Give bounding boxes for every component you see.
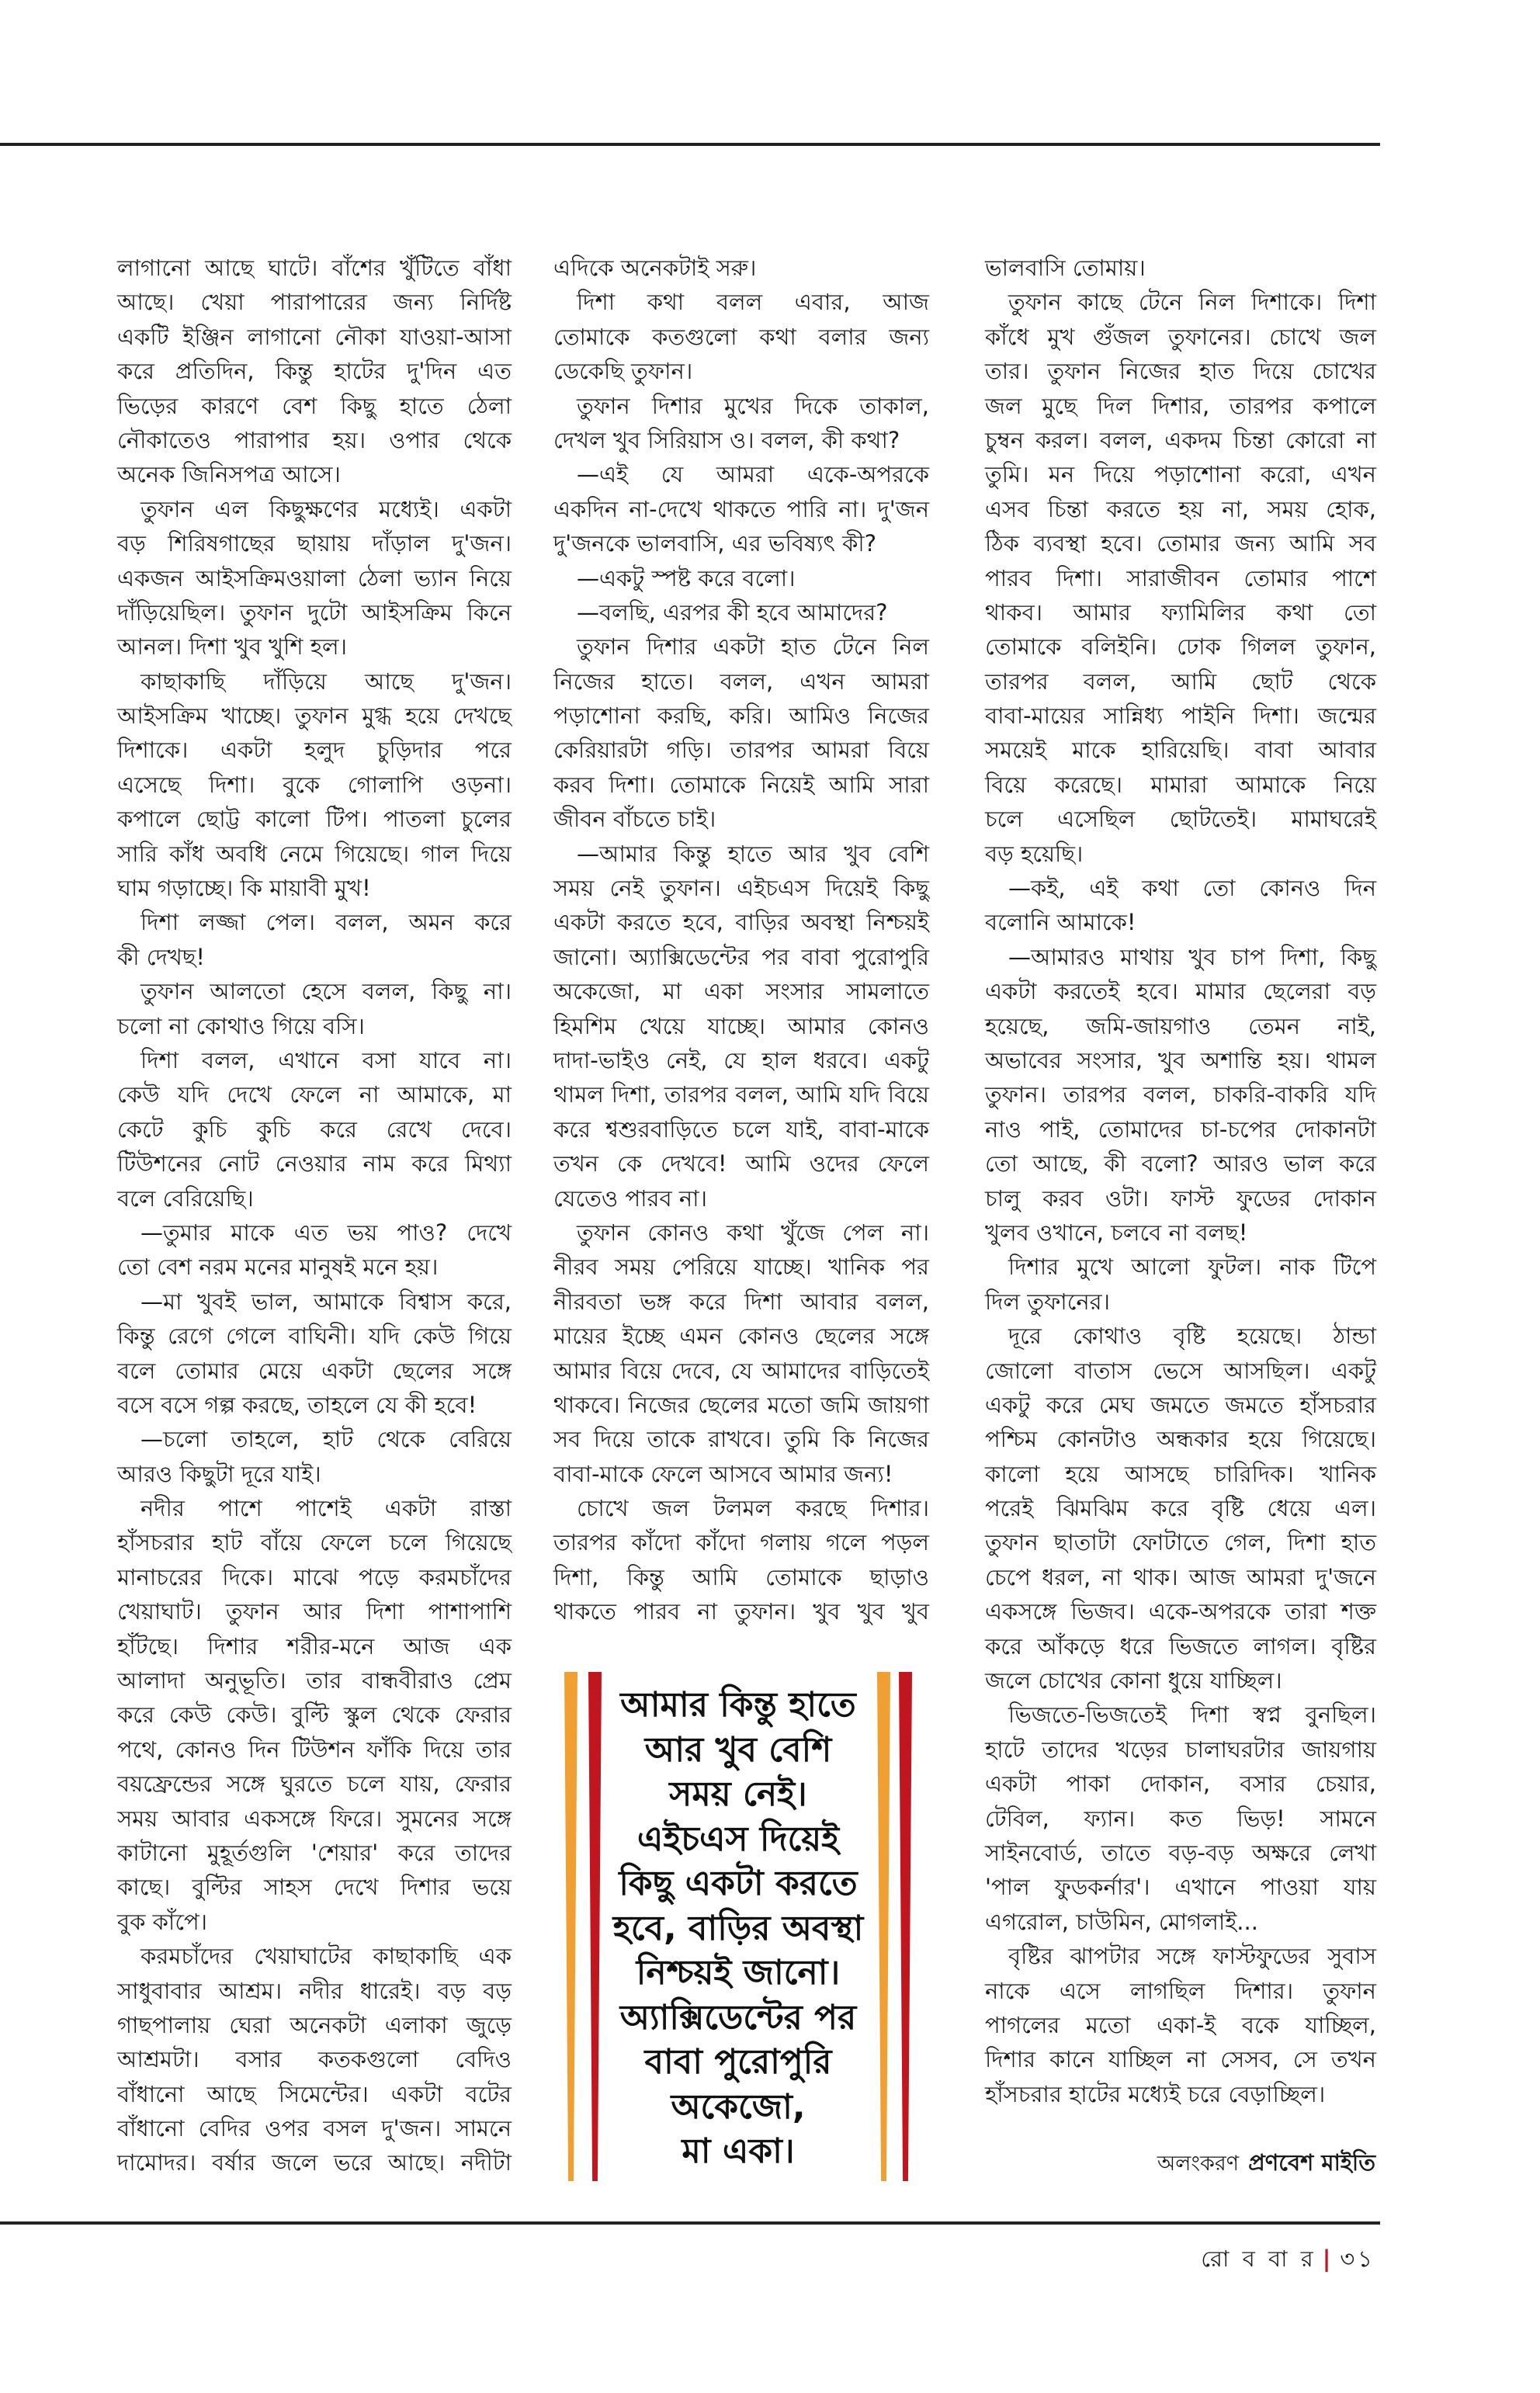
text-line: পরেই ঝিমঝিম করে বৃষ্টি ধেয়ে এল। [985,1495,1376,1522]
text-line: আলাদা অনুভূতি। তার বান্ধবীরাও প্রেম [117,1667,512,1694]
text-line: ডেকেছি তুফান। [553,358,693,385]
text-line: গাছপালায় ঘেরা অনেকটা এলাকা জুড়ে [117,2011,512,2038]
text-line: করে শ্বশুরবাড়িতে চলে যাই, বাবা-মাকে [553,1115,929,1143]
text-line: একজন আইসক্রিমওয়ালা ঠেলা ভ্যান নিয়ে [117,564,512,591]
text-line: সময়েই মাকে হারিয়েছি। বাবা আবার [985,737,1376,764]
text-line: দিশা কথা বলল এবার, আজ [577,289,929,316]
text-line: হাঁসচরার হাটের মধ্যেই চরে বেড়াচ্ছিল। [985,2080,1326,2107]
text-line: তুফান। তারপর বলল, চাকরি-বাকরি যদি [985,1081,1376,1108]
text-column-3 [985,251,1376,2111]
text-line: জানো। অ্যাক্সিডেন্টের পর বাবা পুরোপুরি [553,943,929,970]
text-line: তার। তুফান নিজের হাত দিয়ে চোখের [985,358,1376,385]
pull-quote-line: অ্যাক্সিডেন্টের পর [619,1997,857,2038]
pull-quote-line: সময় নেই। [669,1774,807,1814]
text-line: পাগলের মতো একা-ই বকে যাচ্ছিল, [985,2011,1376,2038]
pull-quote-line: হবে, বাড়ির অবস্থা [612,1908,864,1948]
text-line: তো আছে, কী বলো? আরও ভাল করে [985,1150,1376,1177]
text-line: খুলব ওখানে, চলবে না বলছ! [985,1219,1248,1246]
text-line: পশ্চিম কোনটাও অন্ধকার হয়ে গিয়েছে। [985,1426,1376,1453]
text-line: —একটু স্পষ্ট করে বলো। [577,564,796,591]
text-line: 'পাল ফুডকর্নার'। এখানে পাওয়া যায় [985,1874,1376,1901]
orange-bar-left [564,1672,578,2181]
text-line: বলে বেরিয়েছি। [117,1184,254,1212]
text-line: কী দেখছ! [117,943,206,970]
text-line: নীরবতা ভঙ্গ করে দিশা আবার বলল, [553,1288,929,1315]
text-line: চলো না কোথাও গিয়ে বসি। [117,1012,365,1039]
text-line: দিশা, কিন্তু আমি তোমাকে ছাড়াও [553,1563,929,1590]
text-line: আমার বিয়ে দেবে, যে আমাদের বাড়িতেই [553,1357,929,1384]
text-line: তখন কে দেখবে! আমি ওদের ফেলে [553,1150,929,1177]
text-line: নাও পাই, তোমাদের চা-চপের দোকানটা [985,1115,1376,1143]
pull-quote-line: মা একা। [682,2131,795,2171]
text-line: পথে, কোনও দিন টিউশন ফাঁকি দিয়ে তার [117,1736,512,1763]
credit-label: অলংকরণ [1157,2152,1240,2176]
pull-quote-line: এইচএস দিয়েই [636,1819,840,1859]
text-line: একটু করে মেঘ জমতে জমতে হাঁসচরার [985,1391,1376,1418]
text-line: দামোদর। বর্ষার জলে ভরে আছে। নদীটা [117,2149,512,2176]
text-line: তুমি। মন দিয়ে পড়াশোনা করো, এখন [985,461,1376,488]
text-line: চোখে জল টলমল করছে দিশার। [577,1495,929,1522]
text-line: একদিন না-দেখে থাকতে পারি না। দু'জন [553,495,929,522]
text-line: হাঁসচরার হাট বাঁয়ে ফেলে চলে গিয়েছে [117,1529,512,1556]
text-line: সারি কাঁধ অবধি নেমে গিয়েছে। গাল দিয়ে [117,840,512,867]
text-line: পড়াশোনা করছি, করি। আমিও নিজের [553,702,929,730]
text-line: ভিজতে-ভিজতেই দিশা স্বপ্ন বুনছিল। [1008,1701,1376,1729]
text-line: অকেজো, মা একা সংসার সামলাতে [553,978,929,1005]
pull-quote [564,1672,912,2184]
text-line: থাকতে পারব না তুফান। খুব খুব খুব [553,1598,929,1625]
page-footer [1201,2242,1375,2280]
text-line: দিশা বলল, এখানে বসা যাবে না। [140,1046,512,1073]
text-line: বাঁধানো বেদির ওপর বসল দু'জন। সামনে [117,2115,512,2142]
text-line: হয়েছে, জমি-জায়গাও তেমন নাই, [985,1012,1376,1039]
text-line: —আমার কিন্তু হাতে আর খুব বেশি [577,840,929,867]
text-line: কাটানো মুহূর্তগুলি 'শেয়ার' করে তাদের [117,1839,512,1866]
text-line: জল মুছে দিল দিশার, তারপর কপালে [985,392,1376,419]
top-rule [0,143,1380,146]
text-line: চেপে ধরল, না থাক। আজ আমরা দু'জনে [985,1563,1376,1590]
text-line: দাঁড়িয়েছিল। তুফান দুটো আইসক্রিম কিনে [117,598,512,626]
text-line: বড় হয়েছি। [985,840,1084,867]
text-line: দেখল খুব সিরিয়াস ও। বলল, কী কথা? [553,426,900,453]
text-line: এদিকে অনেকটাই সরু। [553,255,757,281]
text-line: বলে তোমার মেয়ে একটা ছেলের সঙ্গে [117,1357,512,1384]
text-line: ভালবাসি তোমায়। [985,255,1146,281]
text-line: কালো হয়ে আসছে চারিদিক। খানিক [985,1460,1376,1487]
text-line: একসঙ্গে ভিজব। একে-অপরকে তারা শক্ত [985,1598,1376,1625]
bottom-rule [0,2221,1380,2225]
text-line: তুফান কাছে টেনে নিল দিশাকে। দিশা [1008,289,1376,316]
text-line: তারপর কাঁদো কাঁদো গলায় গলে পড়ল [553,1529,929,1556]
text-line: মায়ের ইচ্ছে এমন কোনও ছেলের সঙ্গে [553,1323,929,1350]
text-line: তুফান ছাতাটা ফোটাতে গেল, দিশা হাত [985,1529,1376,1556]
text-line: লাগানো আছে ঘাটে। বাঁশের খুঁটিতে বাঁধা [117,255,512,281]
text-line: —তুমার মাকে এত ভয় পাও? দেখে [140,1219,512,1246]
text-line: তুফান দিশার একটা হাত টেনে নিল [577,633,929,661]
text-line: পারব দিশা। সারাজীবন তোমার পাশে [985,564,1376,591]
text-line: ঘাম গড়াচ্ছে। কি মায়াবী মুখ! [117,875,371,902]
text-line: তো বেশ নরম মনের মানুষই মনে হয়। [117,1254,439,1281]
text-line: হাটে তাদের খড়ের চালাঘরটার জায়গায় [985,1736,1376,1763]
text-line: —চলো তাহলে, হাট থেকে বেরিয়ে [140,1426,512,1453]
text-line: বুক কাঁপে। [117,1908,208,1935]
text-line: —মা খুবই ভাল, আমাকে বিশ্বাস করে, [140,1288,512,1315]
pull-quote-line: নিশ্চয়ই জানো। [636,1953,841,1992]
text-line: যেতেও পারব না। [553,1184,707,1212]
text-line: একটা পাকা দোকান, বসার চেয়ার, [985,1770,1376,1798]
pull-quote-text [605,1683,872,2174]
text-line: টিউশনের নোট নেওয়ার নাম করে মিথ্যা [117,1150,512,1177]
text-line: তুফান দিশার মুখের দিকে তাকাল, [577,392,929,419]
text-line: তারপর বলল, আমি ছোট থেকে [985,668,1376,695]
text-line: এগরোল, চাউমিন, মোগলাই... [985,1908,1258,1935]
text-line: মানাচরের দিকে। মাঝে পড়ে করমচাঁদের [117,1563,512,1590]
text-line: ঠিক ব্যবস্থা হবে। তোমার জন্য আমি সব [985,530,1376,557]
magazine-name: রো ব বা র [1201,2246,1316,2272]
red-bar-left [588,1672,602,2181]
text-line: নৌকাতেও পারাপার হয়। ওপার থেকে [117,426,512,453]
text-line: এসব চিন্তা করতে হয় না, সময় হোক, [985,495,1376,522]
text-line: নদীর পাশে পাশেই একটা রাস্তা [140,1495,512,1522]
text-line: চলে এসেছিল ছোটতেই। মামাঘরেই [985,806,1376,833]
text-line: বৃষ্টির ঝাপটার সঙ্গে ফাস্টফুডের সুবাস [1008,1943,1376,1970]
text-line: —এই যে আমরা একে-অপরকে [577,461,929,488]
text-line: তোমাকে কতগুলো কথা বলার জন্য [553,323,929,350]
text-line: নীরব সময় পেরিয়ে যাচ্ছে। খানিক পর [553,1254,929,1281]
text-line: হাঁটছে। দিশার শরীর-মনে আজ এক [117,1632,512,1659]
text-line: একটা করতে হবে, বাড়ির অবস্থা নিশ্চয়ই [553,909,929,936]
credit-name: প্রণবেশ মাইতি [1248,2149,1375,2176]
text-line: করব দিশা। তোমাকে নিয়েই আমি সারা [553,771,929,798]
text-line: বাবা-মায়ের সান্নিধ্য পাইনি দিশা। জন্মের [985,702,1376,730]
pull-quote-line: বাবা পুরোপুরি [644,2042,832,2082]
text-line: তোমাকে বলিইনি। ঢোক গিলল তুফান, [985,633,1376,661]
text-line: একটা করতেই হবে। মামার ছেলেরা বড় [985,978,1376,1005]
text-line: আনল। দিশা খুব খুশি হল। [117,633,347,661]
text-line: দিশার মুখে আলো ফুটল। নাক টিপে [1008,1254,1376,1281]
text-line: করে কেউ কেউ। বুল্টি স্কুল থেকে ফেরার [117,1701,512,1729]
text-line: জলে চোখের কোনা ধুয়ে যাচ্ছিল। [985,1667,1282,1694]
text-line: তুফান কোনও কথা খুঁজে পেল না। [577,1219,929,1246]
text-line: কিন্তু রেগে গেলে বাঘিনী। যদি কেউ গিয়ে [117,1323,512,1350]
text-column-2 [553,251,929,1629]
text-line: থামল দিশা, তারপর বলল, আমি যদি বিয়ে [553,1081,929,1108]
text-line: বলোনি আমাকে! [985,909,1136,936]
text-line: জীবন বাঁচতে চাই। [553,806,716,833]
pull-quote-line: আমার কিন্তু হাতে [620,1685,856,1725]
text-line: দিশাকে। একটা হলুদ চুড়িদার পরে [117,737,512,764]
text-line: কেটে কুচি কুচি করে রেখে দেবে। [117,1115,512,1143]
text-line: দাদা-ভাইও নেই, যে হাল ধরবে। একটু [553,1046,929,1073]
text-line: সাইনবোর্ড, তাতে বড়-বড় অক্ষরে লেখা [985,1839,1376,1866]
text-line: থাকব। আমার ফ্যামিলির কথা তো [985,598,1376,626]
text-line: দু'জনকে ভালবাসি, এর ভবিষ্যৎ কী? [553,530,877,557]
text-line: দূরে কোথাও বৃষ্টি হয়েছে। ঠান্ডা [1008,1323,1376,1350]
text-line: তুফান আলতো হেসে বলল, কিছু না। [140,978,512,1005]
orange-bar-right [877,1672,890,2181]
text-line: এসেছে দিশা। বুকে গোলাপি ওড়না। [117,771,512,798]
text-line: সব দিয়ে তাকে রাখবে। তুমি কি নিজের [553,1426,929,1453]
text-line: কাছাকাছি দাঁড়িয়ে আছে দু'জন। [140,668,512,695]
text-line: চুম্বন করল। বলল, একদম চিন্তা কোরো না [985,426,1376,453]
text-line: কপালে ছোট্ট কালো টিপ। পাতলা চুলের [117,806,512,833]
text-line: তুফান এল কিছুক্ষণের মধ্যেই। একটা [140,495,512,522]
text-line: আশ্রমটা। বসার কতকগুলো বেদিও [117,2046,512,2073]
text-line: দিশা লজ্জা পেল। বলল, অমন করে [140,909,512,936]
red-bar-right [899,1672,912,2181]
text-line: ভিড়ের কারণে বেশ কিছু হাতে ঠেলা [117,392,512,419]
illustration-credit [1157,2145,1375,2183]
text-line: থাকবে। নিজের ছেলের মতো জমি জায়গা [553,1391,929,1418]
text-line: অভাবের সংসার, খুব অশান্তি হয়। থামল [985,1046,1376,1073]
text-column-1 [117,251,512,2180]
text-line: বসে বসে গল্প করছে, তাহলে যে কী হবে! [117,1391,477,1418]
text-line: কাঁধে মুখ গুঁজল তুফানের। চোখে জল [985,323,1376,350]
text-line: বিয়ে করেছে। মামারা আমাকে নিয়ে [985,771,1376,798]
text-line: কেউ যদি দেখে ফেলে না আমাকে, মা [117,1081,512,1108]
page-number: ৩১ [1340,2246,1375,2272]
text-line: একটি ইঞ্জিন লাগানো নৌকা যাওয়া-আসা [117,323,512,350]
text-line: সাধুবাবার আশ্রম। নদীর ধারেই। বড় বড় [117,1977,512,2004]
text-line: হিমশিম খেয়ে যাচ্ছে। আমার কোনও [553,1012,929,1039]
text-line: কেরিয়ারটা গড়ি। তারপর আমরা বিয়ে [553,737,929,764]
text-line: আইসক্রিম খাচ্ছে। তুফান মুগ্ধ হয়ে দেখছে [117,702,512,730]
text-line: দিশার কানে যাচ্ছিল না সেসব, সে তখন [985,2046,1376,2073]
text-line: করমচাঁদের খেয়াঘাটের কাছাকাছি এক [140,1943,512,1970]
text-line: টেবিল, ফ্যান। কত ভিড়! সামনে [985,1805,1376,1832]
text-line: বড় শিরিষগাছের ছায়ায় দাঁড়াল দু'জন। [117,530,512,557]
text-line: সময় আবার একসঙ্গে ফিরে। সুমনের সঙ্গে [117,1805,512,1832]
pull-quote-line: আর খুব বেশি [644,1729,832,1770]
text-line: করে আঁকড়ে ধরে ভিজতে লাগল। বৃষ্টির [985,1632,1376,1659]
text-line: —আমারও মাথায় খুব চাপ দিশা, কিছু [1008,943,1376,970]
text-line: —বলছি, এরপর কী হবে আমাদের? [577,598,888,626]
text-line: চালু করব ওটা। ফাস্ট ফুডের দোকান [985,1184,1376,1212]
text-line: বয়ফ্রেন্ডের সঙ্গে ঘুরতে চলে যায়, ফেরার [117,1770,512,1798]
text-line: বাঁধানো আছে সিমেন্টের। একটা বটের [117,2080,512,2107]
text-line: জোলো বাতাস ভেসে আসছিল। একটু [985,1357,1376,1384]
text-line: অনেক জিনিসপত্র আসে। [117,461,341,488]
text-line: আরও কিছুটা দূরে যাই। [117,1460,321,1487]
footer-separator: | [1322,2246,1334,2272]
text-line: করে প্রতিদিন, কিন্তু হাটের দু'দিন এত [117,358,512,385]
text-line: —কই, এই কথা তো কোনও দিন [1008,875,1376,902]
pull-quote-line: কিছু একটা করতে [619,1864,858,1903]
text-line: খেয়াঘাট। তুফান আর দিশা পাশাপাশি [117,1598,512,1625]
pull-quote-line: অকেজো, [671,2086,806,2127]
text-line: বাবা-মাকে ফেলে আসবে আমার জন্য! [553,1460,893,1487]
text-line: দিল তুফানের। [985,1288,1111,1315]
text-line: আছে। খেয়া পারাপারের জন্য নির্দিষ্ট [117,289,512,316]
text-line: নাকে এসে লাগছিল দিশার। তুফান [985,1977,1376,2004]
text-line: নিজের হাতে। বলল, এখন আমরা [553,668,929,695]
text-line: সময় নেই তুফান। এইচএস দিয়েই কিছু [553,875,929,902]
text-line: কাছে। বুল্টির সাহস দেখে দিশার ভয়ে [117,1874,512,1901]
